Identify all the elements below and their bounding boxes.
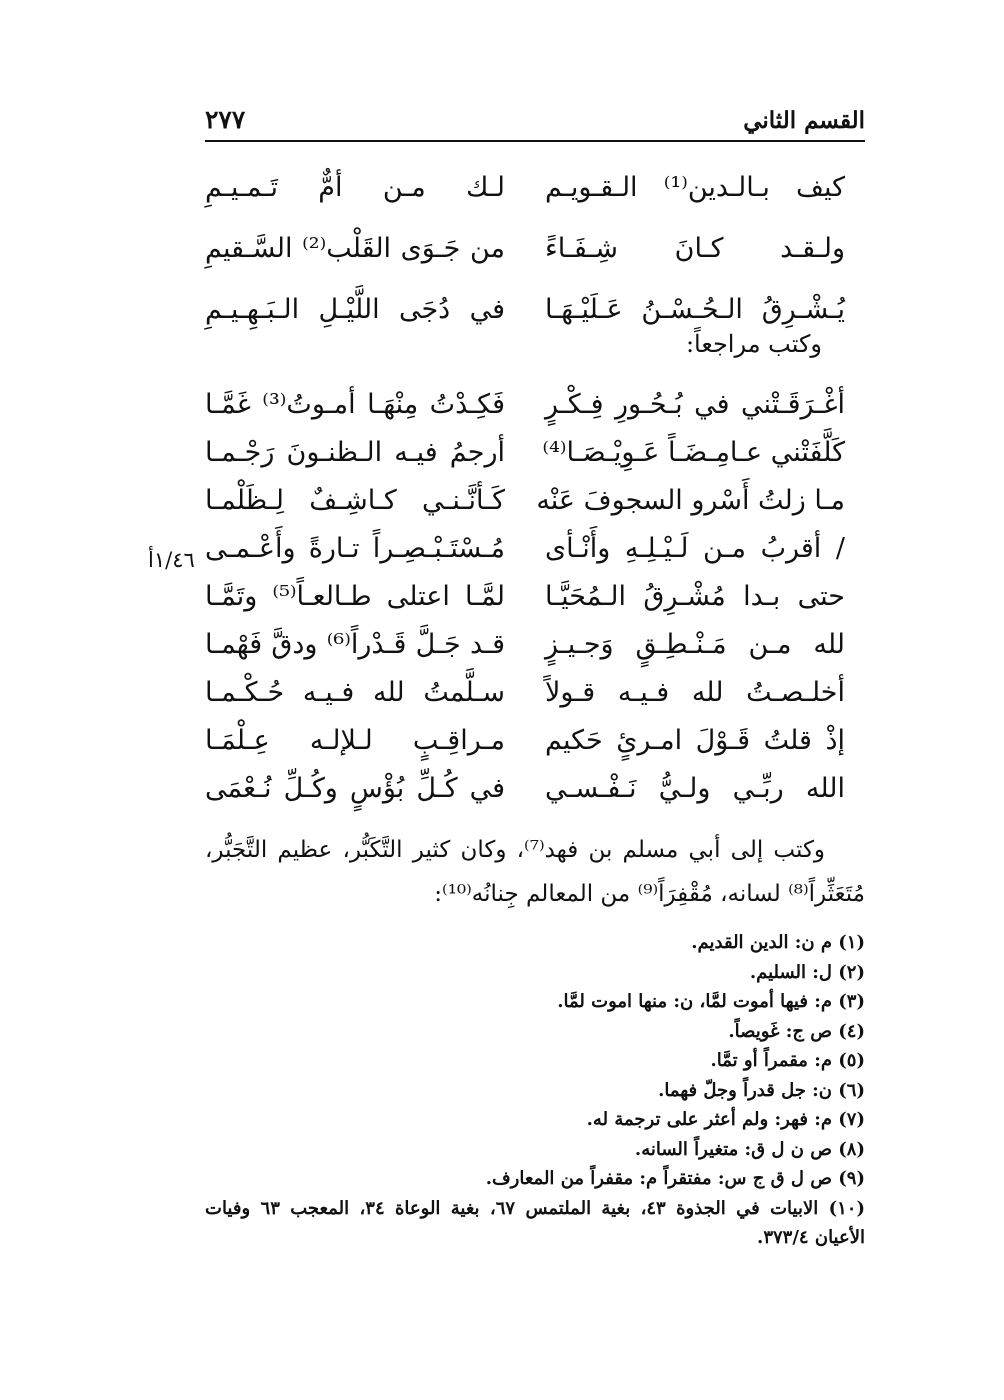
verse-second-hemistich: في كُـلِّ بُؤْسٍ وكُـلِّ نُـعْمَى	[205, 772, 505, 804]
verse-first-hemistich: لله مـن مَـنْـطِـقٍ وَجـيـزٍ	[545, 628, 845, 660]
verse-second-hemistich: مـراقِـبٍ لـلإلـه عِـلْمَـا	[205, 724, 505, 756]
footnote: (١٠) الابيات في الجذوة ٤٣، بغية الملتمس ٦٧، بغية الوعاة ٣٤، المعجب ٦٣ وفيات الأعيان ٣٧٣/٤.	[205, 1197, 865, 1248]
poem-2	[205, 380, 845, 812]
verse-second-hemistich: فَكِـدْتُ مِنْهَـا أمـوتُ⁽³⁾ غَمَّـا	[205, 388, 505, 420]
paragraph-line: وكتب إلى أبي مسلم بن فهد⁽⁷⁾، وكان كثير التَّكَبُّر، عظيم التَّجَبُّر،	[205, 837, 826, 863]
footnote: (٣) م: فيها أموت لمَّا، ن: منها اموت لمَّا.	[557, 991, 865, 1012]
verse-line	[205, 157, 845, 218]
margin-folio-note: ١/٤٦أ	[148, 548, 195, 572]
footnotes	[205, 928, 865, 1253]
footnote: (٦) ن: جل قدراً وجلّ فهما.	[658, 1079, 865, 1101]
page-number: ٢٧٧	[205, 105, 246, 134]
footnote: (١) م ن: الدين القديم.	[691, 932, 865, 953]
poem-1	[205, 157, 845, 340]
verse-second-hemistich: في دُجَى اللَّيْـلِ الـبَـهِـيـمِ	[205, 294, 505, 325]
footnote: (٤) ص ج: غَويصاً.	[728, 1020, 865, 1042]
verse-first-hemistich: مـا زلتُ أَسْرو السجوفَ عَنْه	[536, 484, 845, 516]
verse-second-hemistich: قـد جَـلَّ قَـدْراً⁽⁶⁾ ودقَّ فَهْمـا	[205, 628, 505, 660]
verse-first-hemistich: كيف بـالـدين⁽¹⁾ الـقـويـم	[545, 172, 845, 203]
verse-second-hemistich: كَـأنَّـنـي كـاشِـفٌ لِـظَلْمـا	[205, 484, 505, 516]
verse-line	[205, 428, 845, 476]
footnote: (٩) ص ل ق ج س: مفتقراً م: مقفراً من المعارف.	[485, 1168, 865, 1189]
verse-line	[205, 476, 845, 524]
verse-first-hemistich: حتى بـدا مُشْـرِقُ الـمُحَيَّـا	[545, 580, 845, 612]
verse-first-hemistich: الله ربِّـي ولـيُّ نَـفْـسـي	[545, 772, 845, 804]
intro-line: وكتب مراجعاً:	[685, 330, 822, 358]
prose-paragraph	[205, 828, 865, 916]
footnote: (٨) ص ن ل ق: متغيراً السانه.	[634, 1138, 865, 1160]
verse-second-hemistich: أرجمُ فيـه الـظنـونَ رَجْـمـا	[205, 436, 505, 468]
verse-line	[205, 218, 845, 279]
verse-second-hemistich: لمَّـا اعتلى طـالعـاً⁽⁵⁾ وتَمَّـا	[205, 580, 505, 612]
verse-line	[205, 572, 845, 620]
footnote: (٥) م: مقمراً أو تمَّا.	[710, 1050, 865, 1071]
verse-line	[205, 524, 845, 572]
verse-first-hemistich: / أقربُ مـن لَـيْـلِـهِ وأَنْـأى	[545, 532, 845, 564]
verse-first-hemistich: إذْ قلتُ قَـوْلَ امـرئٍ حَكيم	[545, 724, 845, 756]
page-header	[205, 100, 865, 142]
section-title: القسم الثاني	[743, 107, 865, 134]
verse-first-hemistich: أغْـرَقَـتْني في بُـحُـورِ فِـكْـرٍ	[545, 388, 845, 420]
verse-line	[205, 668, 845, 716]
verse-first-hemistich: كَلَّفَتْني عـامِـضَـاً عَـوِيْـصَـا⁽⁴⁾	[542, 436, 845, 468]
verse-line	[205, 620, 845, 668]
verse-second-hemistich: من جَـوَى القَلْب⁽²⁾ السَّـقيمِ	[205, 233, 505, 264]
verse-line	[205, 716, 845, 764]
verse-second-hemistich: لـك مـن أمٌّ تَـمـيـمِ	[205, 172, 505, 203]
verse-line	[205, 380, 845, 428]
verse-line	[205, 764, 845, 812]
footnote: (٢) ل: السليم.	[749, 961, 865, 983]
verse-second-hemistich: مُـسْتَـبْـصِـراً تـارةً وأَعْـمـى	[205, 532, 505, 564]
verse-second-hemistich: سـلَّمتُ لله فـيـه حُـكْـمـا	[205, 676, 505, 708]
paragraph-line: مُتَعَثِّراً⁽⁸⁾ لسانه، مُقْفِرَاً⁽⁹⁾ من المعالم جِنانُه⁽¹⁰⁾:	[434, 881, 865, 907]
footnote: (٧) م: فهر: ولم أعثر على ترجمة له.	[586, 1109, 865, 1130]
verse-first-hemistich: يُـشْـرِقُ الـحُـسْـنُ عَـلَيْـهَـا	[545, 294, 845, 325]
verse-first-hemistich: ولـقـد كـانَ شِـفَـاءً	[545, 233, 845, 264]
verse-first-hemistich: أخلـصـتُ لله فـيـه قـولاً	[545, 676, 845, 708]
